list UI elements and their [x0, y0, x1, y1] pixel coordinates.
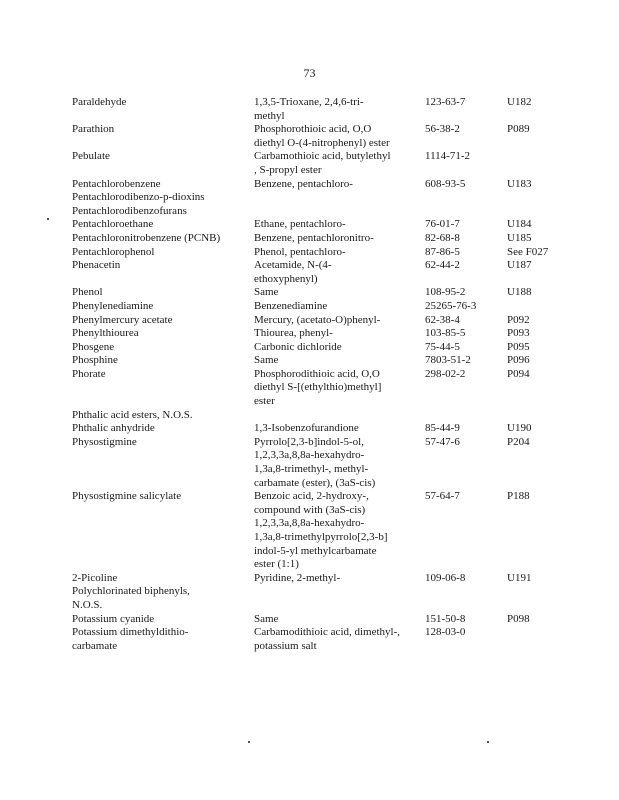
chemical-synonym-line: Thiourea, phenyl-: [254, 327, 333, 340]
table-row: [0, 409, 619, 423]
cas-number: 25265-76-3: [425, 299, 477, 312]
table-row: [0, 191, 619, 205]
chemical-name: [72, 300, 252, 314]
chemical-table: [0, 96, 619, 653]
table-row: [0, 178, 619, 192]
chemical-name: [72, 341, 252, 355]
table-row: [0, 123, 619, 150]
chemical-synonym: [254, 341, 424, 355]
waste-code: P096: [507, 354, 530, 367]
chemical-synonym-line: carbamate (ester), (3aS-cis): [254, 476, 376, 489]
chemical-synonym: [254, 178, 424, 192]
chemical-name: [72, 205, 252, 219]
chemical-synonym-line: diethyl O-(4-nitrophenyl) ester: [254, 136, 390, 149]
waste-code: See F027: [507, 245, 549, 258]
table-row: [0, 96, 619, 123]
cas-number: 57-64-7: [425, 490, 460, 503]
chemical-synonym-line: Phenol, pentachloro-: [254, 245, 346, 258]
cas-number: 1114-71-2: [425, 150, 471, 163]
chemical-name-line: Phenylthiourea: [72, 327, 139, 340]
chemical-name-line: Phenacetin: [72, 259, 121, 272]
cas-number: 57-47-6: [425, 435, 460, 448]
table-row: [0, 585, 619, 612]
chemical-synonym: [254, 300, 424, 314]
chemical-synonym-line: 1,3a,8-trimethyl-, methyl-: [254, 463, 369, 476]
chemical-synonym-line: 1,2,3,3a,8,8a-hexahydro-: [254, 449, 365, 462]
chemical-name-line: Phthalic anhydride: [72, 422, 155, 435]
chemical-name-line: Phosgene: [72, 340, 115, 353]
chemical-synonym: [254, 123, 424, 150]
table-row: [0, 218, 619, 232]
chemical-synonym-line: ester: [254, 395, 275, 408]
table-row: [0, 354, 619, 368]
chemical-synonym-line: diethyl S-[(ethylthio)methyl]: [254, 381, 382, 394]
table-row: [0, 232, 619, 246]
waste-code: U190: [507, 422, 532, 435]
chemical-name-line: Phorate: [72, 367, 106, 380]
chemical-synonym-line: methyl: [254, 109, 285, 122]
chemical-synonym-line: Benzenediamine: [254, 299, 328, 312]
chemical-name: [72, 191, 252, 205]
chemical-synonym-line: Same: [254, 612, 279, 625]
scan-speck: [248, 741, 250, 743]
scan-speck: [487, 741, 489, 743]
waste-code: U183: [507, 177, 532, 190]
chemical-synonym: [254, 150, 424, 177]
chemical-name: [72, 490, 252, 504]
chemical-name-line: Polychlorinated biphenyls,: [72, 585, 190, 598]
cas-number: 62-44-2: [425, 259, 460, 272]
chemical-synonym-line: Pyridine, 2-methyl-: [254, 571, 341, 584]
chemical-name: [72, 572, 252, 586]
chemical-name-line: Potassium dimethyldithio-: [72, 626, 189, 639]
waste-code: U184: [507, 218, 532, 231]
waste-code: U188: [507, 286, 532, 299]
chemical-synonym-line: Phosphorothioic acid, O,O: [254, 123, 372, 136]
table-row: [0, 259, 619, 286]
chemical-synonym: [254, 232, 424, 246]
table-row: [0, 286, 619, 300]
chemical-name-line: Physostigmine: [72, 435, 137, 448]
waste-code: P089: [507, 123, 530, 136]
chemical-synonym-line: Benzoic acid, 2-hydroxy-,: [254, 490, 369, 503]
cas-number: 62-38-4: [425, 313, 460, 326]
chemical-name-line: Phthalic acid esters, N.O.S.: [72, 408, 193, 421]
chemical-synonym: [254, 96, 424, 123]
chemical-name-line: Paraldehyde: [72, 96, 127, 108]
chemical-synonym-line: 1,3,5-Trioxane, 2,4,6-tri-: [254, 96, 364, 108]
waste-code: P188: [507, 490, 530, 503]
chemical-synonym: [254, 490, 424, 572]
table-row: [0, 327, 619, 341]
cas-number: 85-44-9: [425, 422, 460, 435]
table-row: [0, 490, 619, 572]
waste-code: P094: [507, 367, 530, 380]
table-row: [0, 205, 619, 219]
waste-code: U191: [507, 571, 532, 584]
chemical-synonym-line: compound with (3aS-cis): [254, 503, 366, 516]
cas-number: 128-03-0: [425, 626, 466, 639]
chemical-synonym: [254, 314, 424, 328]
chemical-name: [72, 259, 252, 273]
chemical-name: [72, 436, 252, 450]
table-row: [0, 572, 619, 586]
cas-number: 75-44-5: [425, 340, 460, 353]
chemical-name: [72, 314, 252, 328]
chemical-name: [72, 232, 252, 246]
chemical-name-line: Physostigmine salicylate: [72, 490, 182, 503]
cas-number: 298-02-2: [425, 367, 466, 380]
table-row: [0, 314, 619, 328]
chemical-synonym-line: Benzene, pentachloronitro-: [254, 231, 374, 244]
chemical-name-line: N.O.S.: [72, 599, 103, 612]
chemical-name-line: Pentachlorophenol: [72, 245, 155, 258]
chemical-synonym: [254, 259, 424, 286]
chemical-name: [72, 613, 252, 627]
table-row: [0, 368, 619, 409]
waste-code: P093: [507, 327, 530, 340]
chemical-name: [72, 368, 252, 382]
chemical-name-line: Pentachloroethane: [72, 218, 154, 231]
chemical-synonym-line: ester (1:1): [254, 558, 299, 571]
table-row: [0, 626, 619, 653]
chemical-name-line: Pentachlorobenzene: [72, 177, 161, 190]
waste-code: P092: [507, 313, 530, 326]
chemical-synonym-line: Carbamothioic acid, butylethyl: [254, 150, 391, 163]
table-row: [0, 150, 619, 177]
cas-number: 151-50-8: [425, 612, 466, 625]
chemical-name-line: carbamate: [72, 639, 118, 652]
waste-code: P204: [507, 435, 530, 448]
chemical-synonym: [254, 218, 424, 232]
table-row: [0, 613, 619, 627]
chemical-synonym: [254, 246, 424, 260]
page-number: 73: [303, 66, 316, 80]
cas-number: 87-86-5: [425, 245, 460, 258]
chemical-synonym-line: potassium salt: [254, 639, 317, 652]
chemical-synonym-line: Same: [254, 286, 279, 299]
chemical-name: [72, 286, 252, 300]
chemical-name-line: Phenylmercury acetate: [72, 313, 173, 326]
chemical-synonym: [254, 422, 424, 436]
waste-code: U185: [507, 231, 532, 244]
chemical-name: [72, 96, 252, 110]
cas-number: 103-85-5: [425, 327, 466, 340]
chemical-name-line: Pentachloronitrobenzene (PCNB): [72, 231, 221, 244]
table-row: [0, 246, 619, 260]
chemical-name-line: Potassium cyanide: [72, 612, 155, 625]
chemical-synonym-line: Benzene, pentachloro-: [254, 177, 353, 190]
waste-code: P095: [507, 340, 530, 353]
chemical-synonym-line: ethoxyphenyl): [254, 272, 318, 285]
chemical-name: [72, 150, 252, 164]
cas-number: 123-63-7: [425, 96, 466, 108]
chemical-synonym: [254, 572, 424, 586]
chemical-synonym-line: Ethane, pentachloro-: [254, 218, 346, 231]
chemical-name-line: 2-Picoline: [72, 571, 118, 584]
chemical-synonym: [254, 368, 424, 409]
table-row: [0, 436, 619, 490]
chemical-name-line: Phenol: [72, 286, 103, 299]
chemical-synonym: [254, 613, 424, 627]
chemical-synonym: [254, 286, 424, 300]
chemical-synonym-line: Acetamide, N-(4-: [254, 259, 332, 272]
chemical-name-line: Phosphine: [72, 354, 118, 367]
chemical-name: [72, 354, 252, 368]
chemical-name: [72, 178, 252, 192]
chemical-name: [72, 123, 252, 137]
scan-speck: [47, 218, 49, 220]
chemical-synonym-line: , S-propyl ester: [254, 163, 322, 176]
chemical-synonym-line: 1,3-Isobenzofurandione: [254, 422, 359, 435]
chemical-name: [72, 585, 252, 612]
cas-number: 109-06-8: [425, 571, 466, 584]
cas-number: 56-38-2: [425, 123, 460, 136]
chemical-synonym-line: Mercury, (acetato-O)phenyl-: [254, 313, 381, 326]
waste-code: U182: [507, 96, 532, 108]
chemical-name-line: Pentachlorodibenzo-p-dioxins: [72, 191, 205, 204]
chemical-name-line: Pebulate: [72, 150, 110, 163]
cas-number: 82-68-8: [425, 231, 460, 244]
chemical-name: [72, 327, 252, 341]
table-row: [0, 300, 619, 314]
chemical-name: [72, 409, 252, 423]
chemical-synonym-line: Pyrrolo[2,3-b]indol-5-ol,: [254, 435, 364, 448]
chemical-synonym: [254, 436, 424, 490]
waste-code: U187: [507, 259, 532, 272]
chemical-name-line: Phenylenediamine: [72, 299, 154, 312]
chemical-synonym-line: Carbamodithioic acid, dimethyl-,: [254, 626, 401, 639]
cas-number: 7803-51-2: [425, 354, 471, 367]
chemical-name-line: Pentachlorodibenzofurans: [72, 204, 187, 217]
chemical-name: [72, 422, 252, 436]
chemical-synonym-line: indol-5-yl methylcarbamate: [254, 544, 377, 557]
chemical-synonym-line: Phosphorodithioic acid, O,O: [254, 367, 380, 380]
table-row: [0, 341, 619, 355]
chemical-synonym-line: 1,3a,8-trimethylpyrrolo[2,3-b]: [254, 531, 388, 544]
chemical-name: [72, 218, 252, 232]
waste-code: P098: [507, 612, 530, 625]
chemical-name-line: Parathion: [72, 123, 115, 136]
cas-number: 608-93-5: [425, 177, 466, 190]
cas-number: 76-01-7: [425, 218, 460, 231]
chemical-synonym: [254, 354, 424, 368]
chemical-name: [72, 246, 252, 260]
chemical-synonym: [254, 626, 424, 653]
chemical-synonym-line: Carbonic dichloride: [254, 340, 342, 353]
chemical-name: [72, 626, 252, 653]
chemical-synonym: [254, 327, 424, 341]
table-row: [0, 422, 619, 436]
chemical-synonym-line: Same: [254, 354, 279, 367]
chemical-synonym-line: 1,2,3,3a,8,8a-hexahydro-: [254, 517, 365, 530]
cas-number: 108-95-2: [425, 286, 466, 299]
